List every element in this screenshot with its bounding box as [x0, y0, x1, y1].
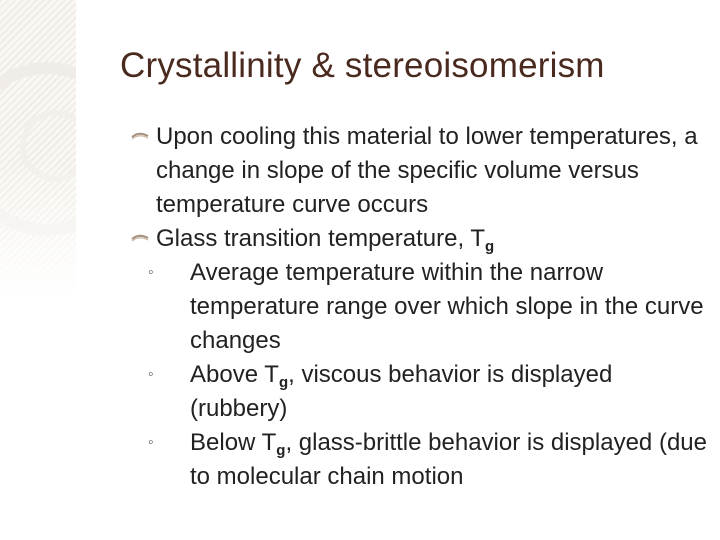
- subscript-g: g: [276, 442, 286, 459]
- bullet-item: [130, 120, 715, 222]
- bullet-text: Glass transition temperature, T: [156, 225, 486, 252]
- sub-bullet-text-pre: Above T: [190, 361, 279, 388]
- subscript-g: g: [278, 374, 289, 391]
- bullet-item: [130, 222, 715, 256]
- sub-bullet-item: [148, 256, 715, 358]
- sub-bullet-item: [148, 358, 715, 426]
- slide-body: [130, 120, 715, 494]
- circle-bullet-icon: ◦: [148, 434, 154, 451]
- bullet-text: Upon cooling this material to lower temperatures, a change in slope of the specific volume versus temperature curve occurs: [156, 123, 698, 218]
- circle-bullet-icon: ◦: [148, 366, 154, 383]
- subscript-g: g: [485, 238, 495, 255]
- bullet-swoosh-icon: [130, 232, 150, 246]
- sub-bullet-item: [148, 426, 715, 494]
- bullet-swoosh-icon: [130, 130, 150, 144]
- circle-bullet-icon: ◦: [148, 264, 154, 281]
- slide-title: Crystallinity & stereoisomerism: [120, 46, 605, 85]
- decorative-background: [0, 0, 76, 540]
- fade-overlay: [0, 0, 76, 540]
- sub-bullet-text-post: , viscous behavior is displayed (rubbery): [190, 361, 613, 422]
- sub-bullet-text: Average temperature within the narrow temperature range over which slope in the curve changes: [190, 259, 704, 354]
- sub-bullet-text-pre: Below T: [190, 429, 277, 456]
- sub-bullet-text-post: , glass-brittle behavior is displayed (due to molecular chain motion: [190, 429, 707, 490]
